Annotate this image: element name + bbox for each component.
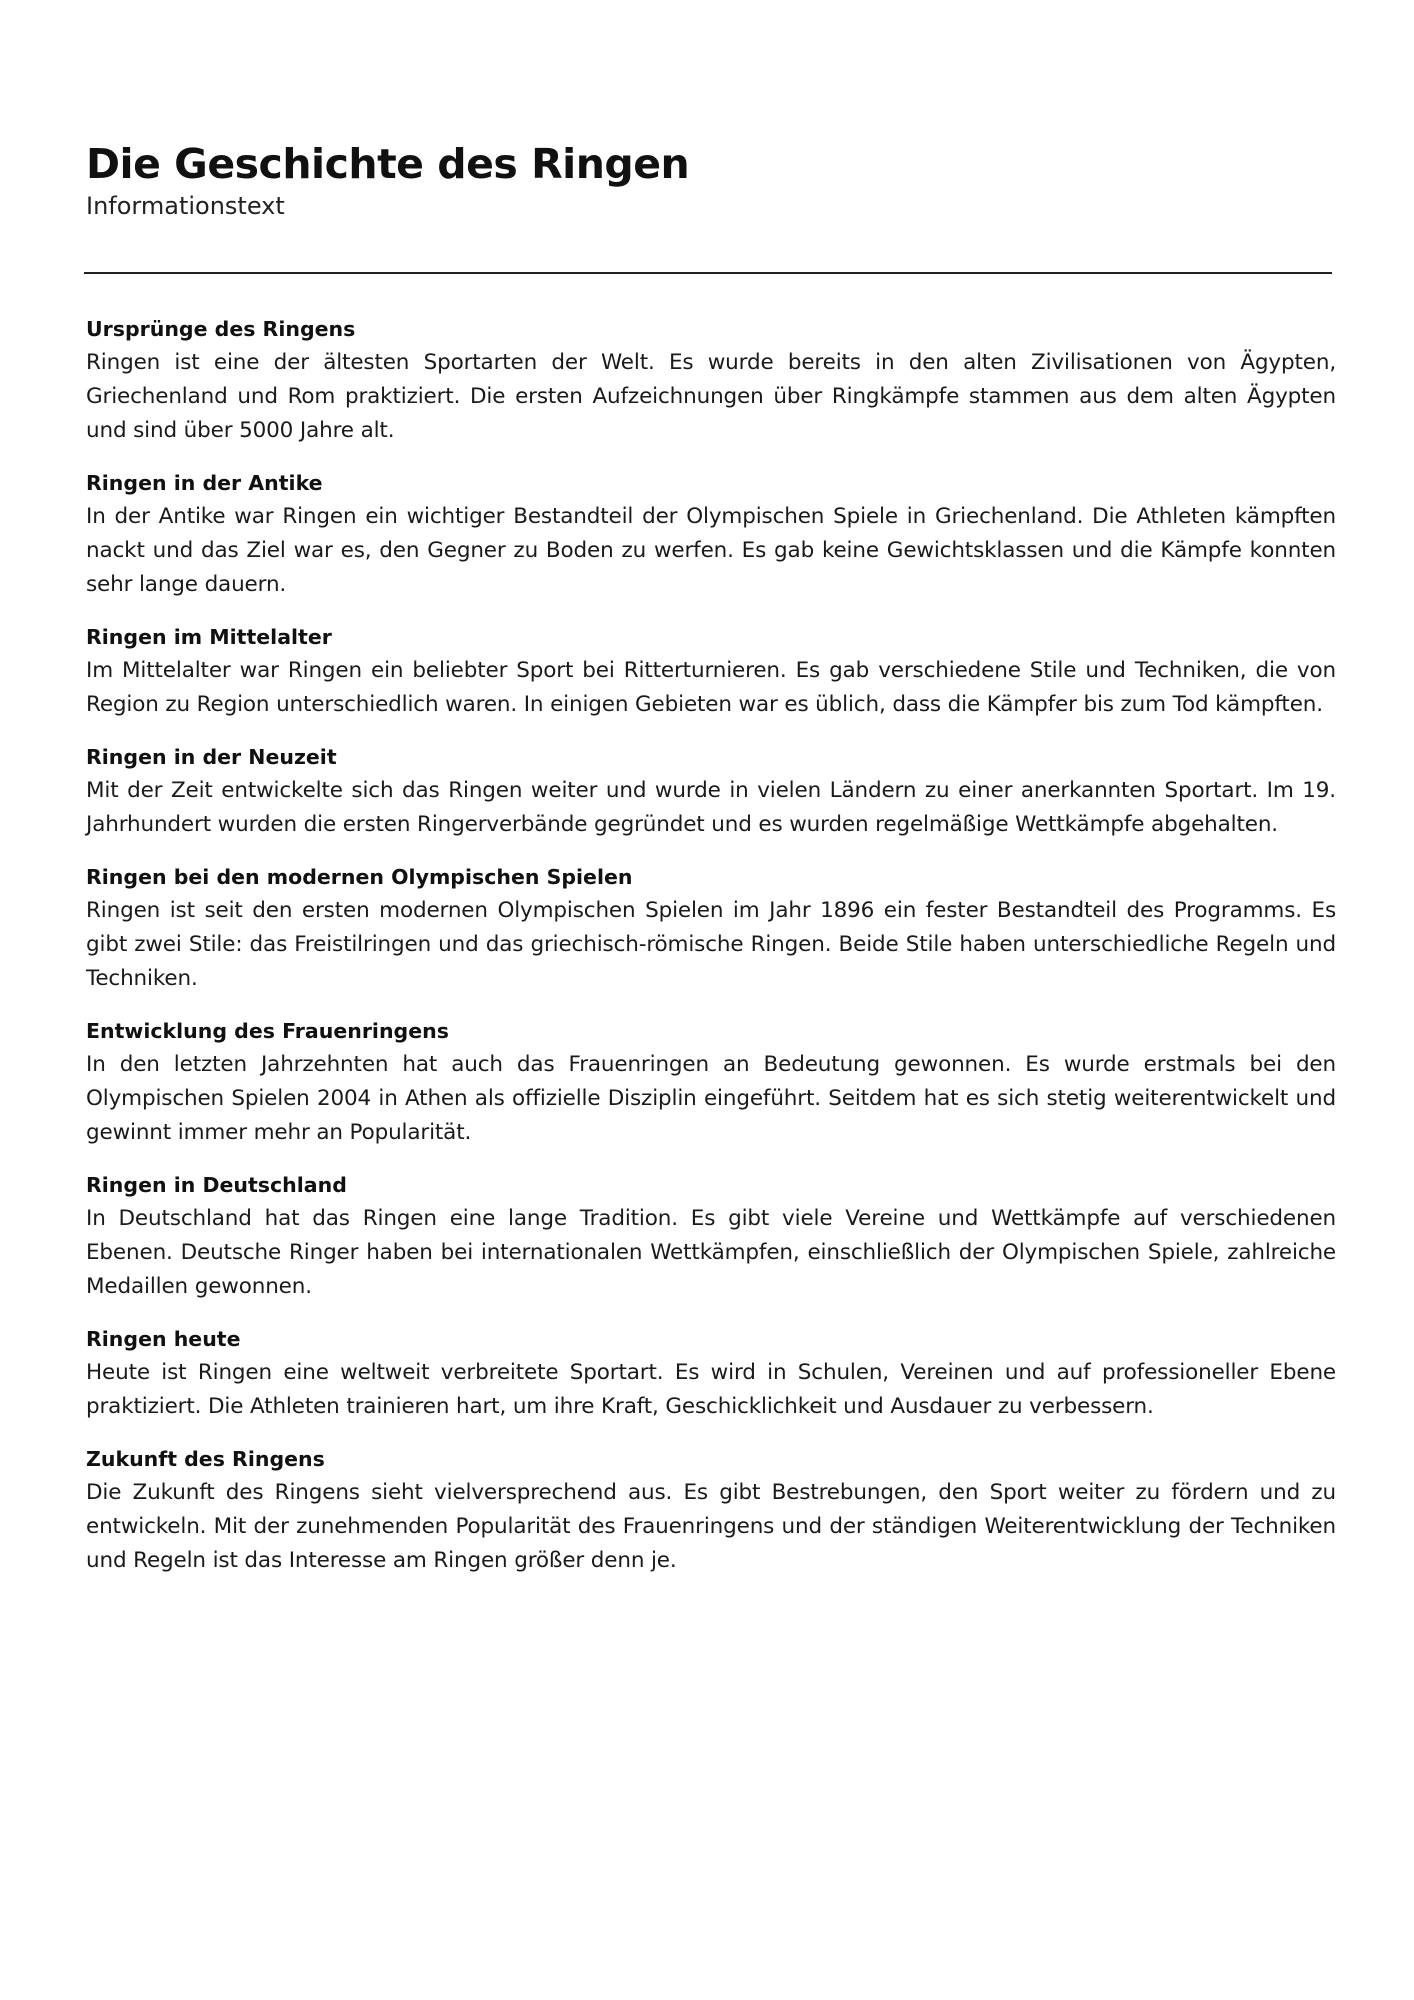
section-heading: Ringen in Deutschland [86,1173,347,1197]
section-paragraph: Ringen ist eine der ältesten Sportarten der Welt. Es wurde bereits in den alten Zivilisationen von Ägypten, Griechenland und Rom praktiziert. Die ersten Aufzeichnungen über Ringkämpfe stammen aus dem alten Ägypten und sind über 5000 Jahre alt. [86,350,1336,443]
section-paragraph: Im Mittelalter war Ringen ein beliebter Sport bei Ritterturnieren. Es gab verschiedene Stile und Techniken, die von Region zu Region unterschiedlich waren. In einigen Gebieten war es üblich, dass die Kämpfer bis zum Tod kämpften. [86,658,1336,717]
section-paragraph: In den letzten Jahrzehnten hat auch das Frauenringen an Bedeutung gewonnen. Es wurde erstmals bei den Olympischen Spielen 2004 in Athen als offizielle Disziplin eingeführt. Seitdem hat es sich stetig weiterentwickelt und gewinnt immer mehr an Popularität. [86,1052,1336,1145]
section-frauenringen [86,1014,1336,1150]
section-heading: Ringen bei den modernen Olympischen Spielen [86,865,633,889]
section-mittelalter [86,620,1336,722]
section-paragraph: In der Antike war Ringen ein wichtiger Bestandteil der Olympischen Spiele in Griechenland. Die Athleten kämpften nackt und das Ziel war es, den Gegner zu Boden zu werfen. Es gab keine Gewichtsklassen und die Kämpfe konnten sehr lange dauern. [86,504,1336,597]
section-paragraph: Mit der Zeit entwickelte sich das Ringen weiter und wurde in vielen Ländern zu einer anerkannten Sportart. Im 19. Jahrhundert wurden die ersten Ringerverbände gegründet und es wurden regelmäßige Wettkämpfe abgehalten. [86,778,1336,837]
document-body [86,312,1336,1596]
section-heading: Ursprünge des Ringens [86,317,356,341]
header-divider [84,272,1332,274]
section-heading: Zukunft des Ringens [86,1447,325,1471]
page-subtitle: Informationstext [86,192,285,220]
section-heading: Ringen in der Neuzeit [86,745,337,769]
section-heading: Ringen in der Antike [86,471,323,495]
section-heading: Entwicklung des Frauenringens [86,1019,449,1043]
document-header [86,138,1336,222]
section-urspruenge [86,312,1336,448]
section-heute [86,1322,1336,1424]
section-heading: Ringen heute [86,1327,241,1351]
section-paragraph: Die Zukunft des Ringens sieht vielversprechend aus. Es gibt Bestrebungen, den Sport weiter zu fördern und zu entwickeln. Mit der zunehmenden Popularität des Frauenringens und der ständigen Weiterentwicklung der Techniken und Regeln ist das Interesse am Ringen größer denn je. [86,1480,1336,1573]
section-heading: Ringen im Mittelalter [86,625,332,649]
section-deutschland [86,1168,1336,1304]
section-paragraph: In Deutschland hat das Ringen eine lange Tradition. Es gibt viele Vereine und Wettkämpfe auf verschiedenen Ebenen. Deutsche Ringer haben bei internationalen Wettkämpfen, einschließlich der Olympischen Spiele, zahlreiche Medaillen gewonnen. [86,1206,1336,1299]
section-olympische-spiele [86,860,1336,996]
section-neuzeit [86,740,1336,842]
section-paragraph: Heute ist Ringen eine weltweit verbreitete Sportart. Es wird in Schulen, Vereinen und auf professioneller Ebene praktiziert. Die Athleten trainieren hart, um ihre Kraft, Geschicklichkeit und Ausdauer zu verbessern. [86,1360,1336,1419]
section-zukunft [86,1442,1336,1578]
section-antike [86,466,1336,602]
section-paragraph: Ringen ist seit den ersten modernen Olympischen Spielen im Jahr 1896 ein fester Bestandteil des Programms. Es gibt zwei Stile: das Freistilringen und das griechisch-römische Ringen. Beide Stile haben unterschiedliche Regeln und Techniken. [86,898,1336,991]
page-title: Die Geschichte des Ringen [86,140,690,188]
